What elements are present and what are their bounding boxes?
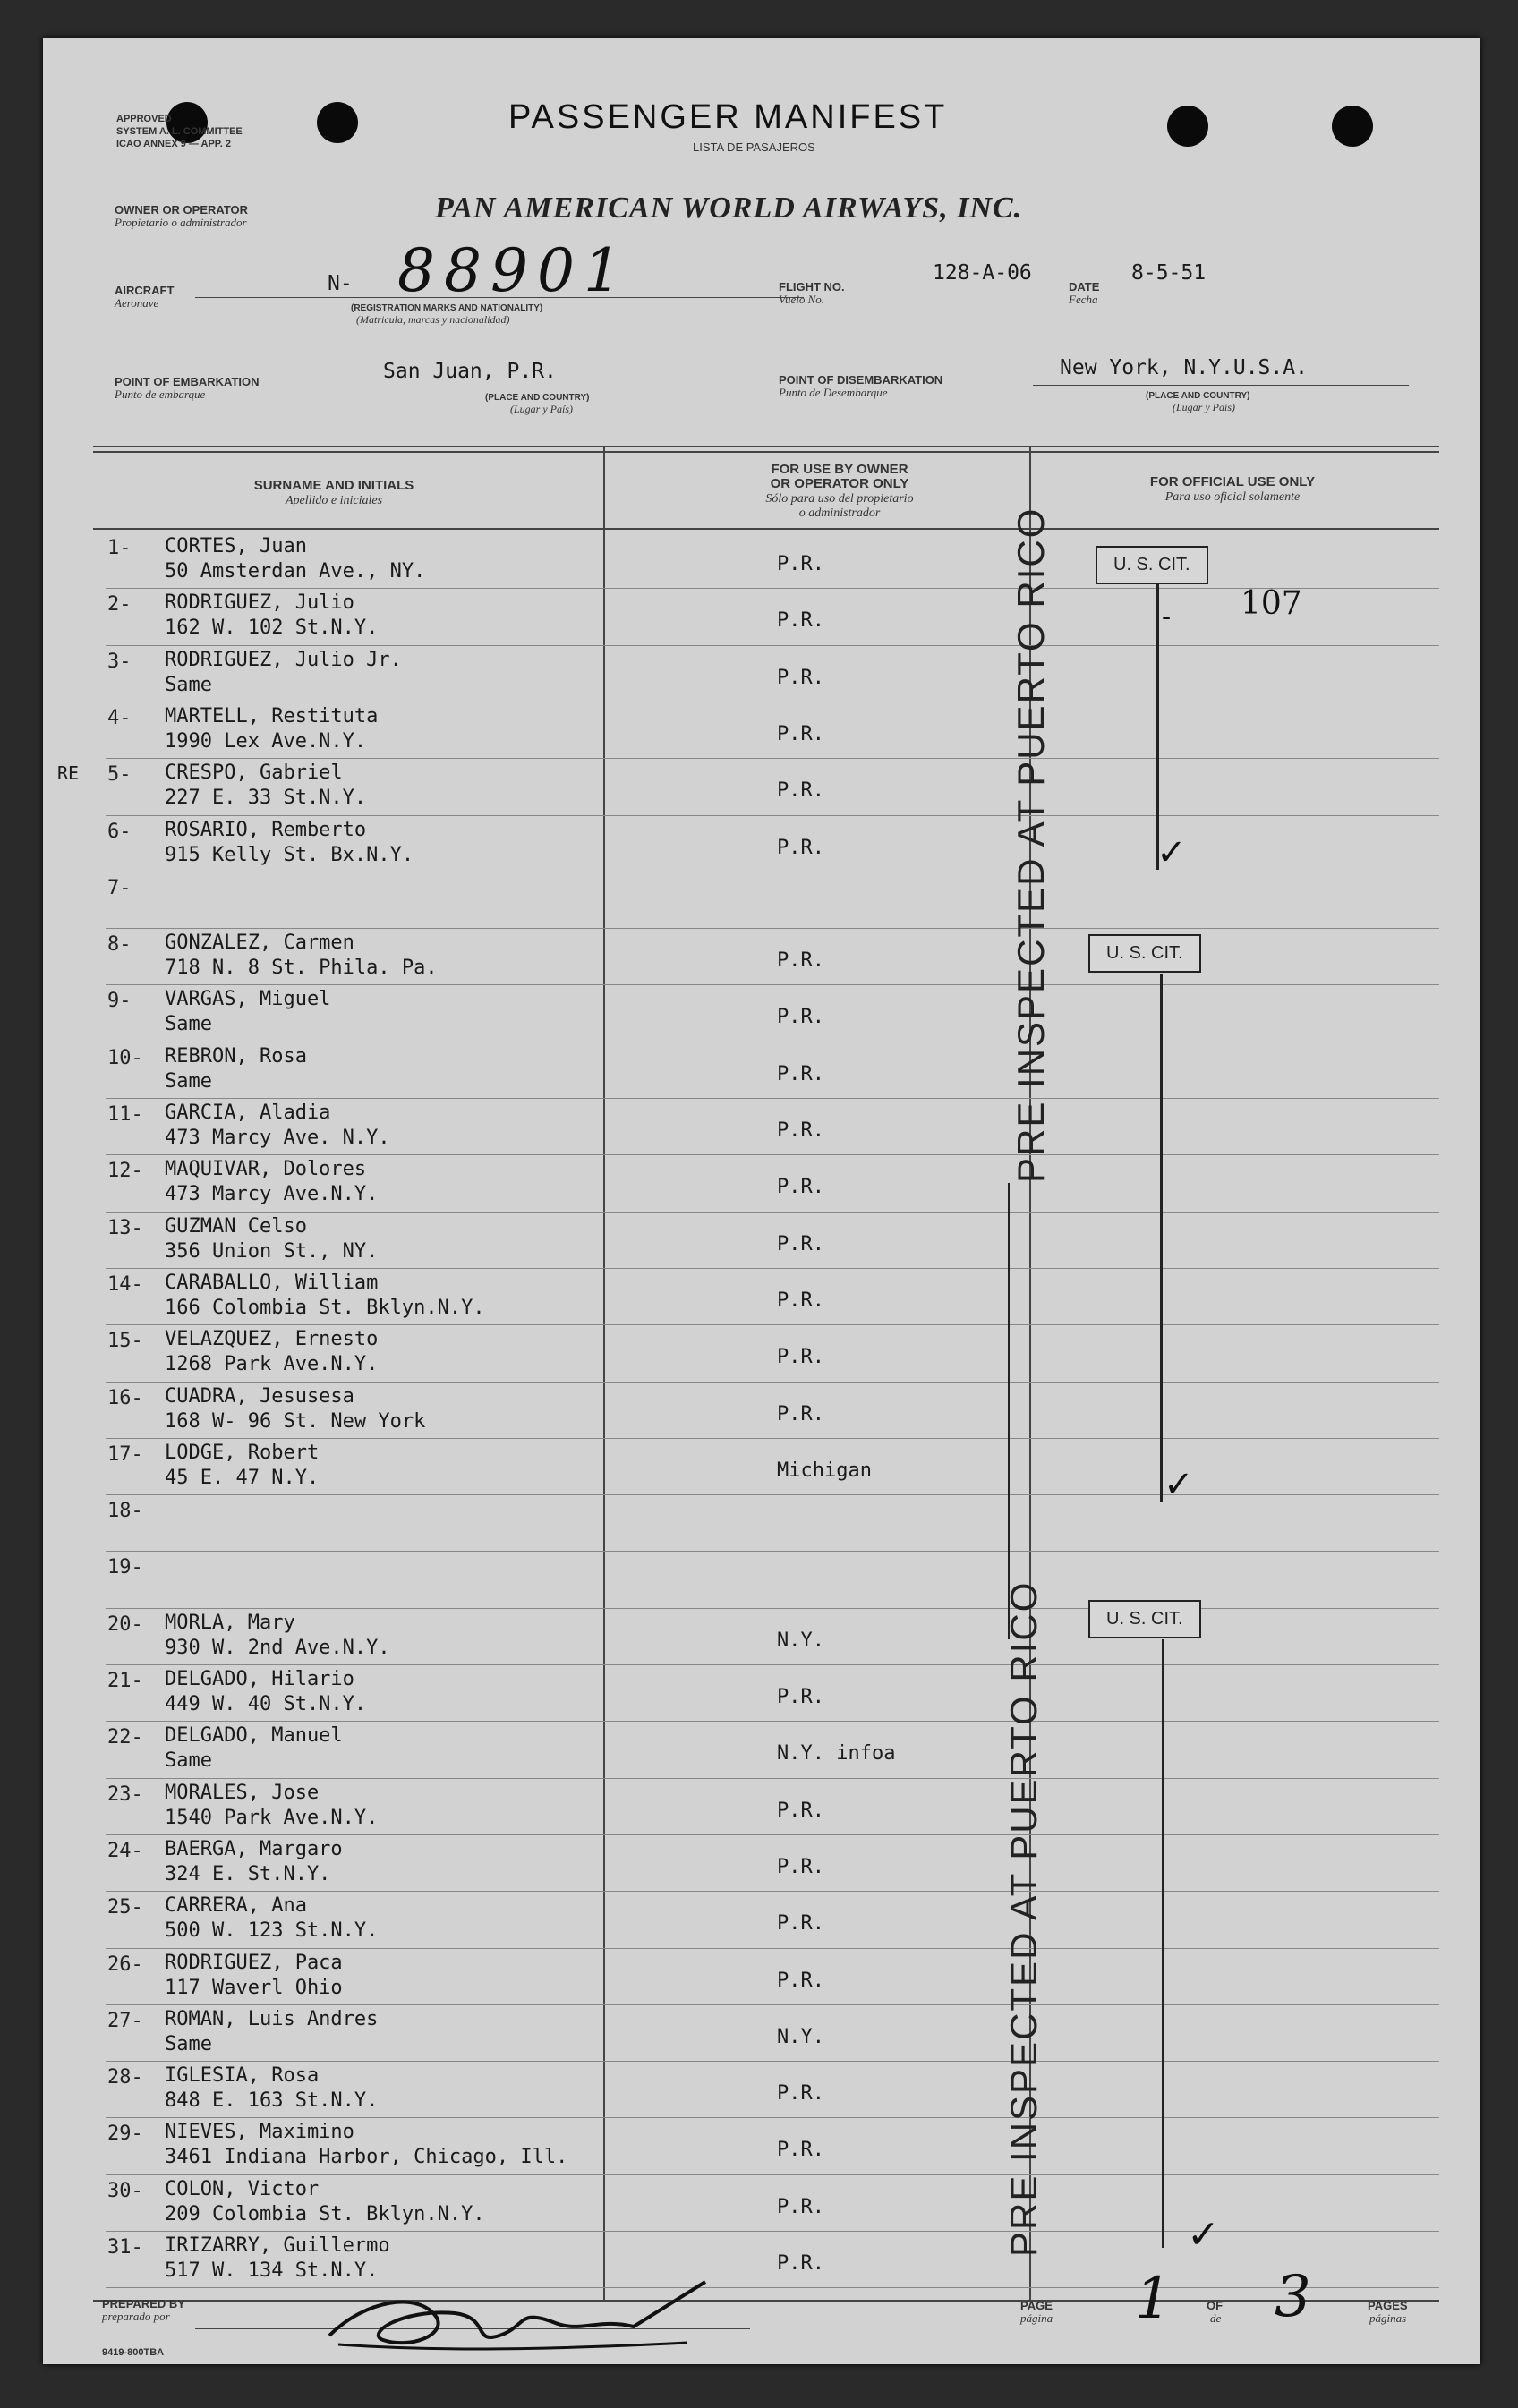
row-divider — [106, 1098, 1439, 1099]
row-number: 4- — [107, 706, 132, 729]
passenger-owner-note: P.R. — [777, 1119, 824, 1142]
passenger-name: NIEVES, Maximino — [165, 2121, 354, 2144]
row-number: 24- — [107, 1839, 143, 1862]
row-number: 7- — [107, 876, 132, 899]
passenger-address: Same — [165, 1069, 212, 1093]
row-number: 20- — [107, 1612, 143, 1636]
passenger-owner-note: P.R. — [777, 1855, 824, 1878]
form-code: 9419-800TBA — [102, 2347, 165, 2358]
passenger-name: ROSARIO, Remberto — [165, 818, 367, 841]
row-divider — [106, 815, 1439, 816]
row-number: 27- — [107, 2009, 143, 2032]
row-number: 12- — [107, 1160, 143, 1183]
passenger-address: 930 W. 2nd Ave.N.Y. — [165, 1636, 390, 1659]
flight-value: 128-A-06 — [933, 261, 1032, 285]
passenger-owner-note: P.R. — [777, 2082, 824, 2106]
passenger-address: 209 Colombia St. Bklyn.N.Y. — [165, 2202, 485, 2225]
date-label-es: Fecha — [1069, 293, 1098, 306]
passenger-name: IRIZARRY, Guillermo — [165, 2234, 390, 2257]
col-surname-header-es: Apellido e iniciales — [285, 494, 383, 507]
aircraft-sub-es: (Matricula, marcas y nacionalidad) — [356, 313, 510, 326]
passenger-address: 718 N. 8 St. Phila. Pa. — [165, 957, 438, 980]
row-divider — [106, 2231, 1439, 2232]
passenger-name: GONZALEZ, Carmen — [165, 932, 354, 955]
flight-label-es: Vuelo No. — [779, 293, 825, 306]
passenger-owner-note: Michigan — [777, 1459, 872, 1482]
passenger-address: 1540 Park Ave.N.Y. — [165, 1806, 379, 1829]
row-divider — [106, 758, 1439, 759]
passenger-name: GARCIA, Aladia — [165, 1102, 331, 1124]
row-number: 31- — [107, 2236, 143, 2259]
passenger-name: CRESPO, Gabriel — [165, 762, 343, 785]
passenger-address: 473 Marcy Ave. N.Y. — [165, 1127, 390, 1149]
row-divider — [106, 984, 1439, 985]
row-number: 18- — [107, 1500, 143, 1523]
row-divider — [106, 1891, 1439, 1892]
embark-place-sub: (PLACE AND COUNTRY) — [485, 393, 590, 403]
of-label-es: de — [1210, 2311, 1222, 2325]
page-label-es: página — [1020, 2311, 1053, 2325]
passenger-name: CUADRA, Jesusesa — [165, 1384, 354, 1408]
passenger-name: CARRERA, Ana — [165, 1894, 307, 1918]
col-owner-header-es-1: Sólo para uso del propietario — [765, 492, 914, 506]
row-divider — [106, 1721, 1439, 1722]
row-divider — [106, 1268, 1439, 1269]
passenger-owner-note: N.Y. — [777, 1629, 824, 1652]
page-label: PAGE — [1020, 2299, 1053, 2312]
pages-label-es: páginas — [1369, 2311, 1407, 2325]
passenger-name: BAERGA, Margaro — [165, 1837, 343, 1860]
passenger-address: 45 E. 47 N.Y. — [165, 1466, 320, 1489]
passenger-name: COLON, Victor — [165, 2177, 320, 2200]
passenger-name: ROMAN, Luis Andres — [165, 2007, 379, 2030]
passenger-name: CORTES, Juan — [165, 535, 307, 557]
passenger-address: Same — [165, 2032, 212, 2055]
col-divider-1 — [603, 447, 605, 2300]
passenger-owner-note: P.R. — [777, 666, 824, 689]
row-number: 16- — [107, 1386, 143, 1409]
col-official-header: FOR OFFICIAL USE ONLY — [1149, 474, 1316, 489]
row-divider — [106, 1438, 1439, 1439]
signature — [311, 2264, 723, 2362]
row-divider — [106, 2287, 1439, 2288]
passenger-owner-note: P.R. — [777, 2252, 824, 2275]
passenger-address: 517 W. 134 St.N.Y. — [165, 2259, 379, 2282]
passenger-address: 473 Marcy Ave.N.Y. — [165, 1183, 379, 1206]
row-number: 30- — [107, 2179, 143, 2202]
passenger-owner-note: P.R. — [777, 1062, 824, 1085]
row-number: 6- — [107, 820, 132, 843]
date-label: DATE — [1069, 280, 1100, 294]
punch-hole — [317, 102, 358, 143]
pre-inspected-line — [1008, 1183, 1010, 1639]
embark-value: San Juan, P.R. — [383, 360, 557, 383]
passenger-owner-note: P.R. — [777, 949, 824, 973]
row-divider — [106, 2174, 1439, 2175]
header-rule-top — [93, 446, 1439, 447]
passenger-address: 227 E. 33 St.N.Y. — [165, 787, 367, 810]
passenger-owner-note: P.R. — [777, 1232, 824, 1255]
row-number: 5- — [107, 763, 132, 787]
row-divider — [106, 2061, 1439, 2062]
passenger-address: Same — [165, 1013, 212, 1036]
punch-hole — [1167, 106, 1208, 147]
aircraft-prefix: N- — [328, 272, 353, 295]
page-title: PASSENGER MANIFEST — [508, 98, 948, 136]
passenger-name: RODRIGUEZ, Julio Jr. — [165, 648, 402, 671]
row-number: 9- — [107, 990, 132, 1013]
approval-line-2: SYSTEM A. L. COMMITTEE — [116, 126, 243, 137]
owner-label-es: Propietario o administrador — [115, 216, 247, 229]
row-divider — [106, 1551, 1439, 1552]
prepared-label: PREPARED BY — [102, 2297, 185, 2310]
col-official-header-es: Para uso oficial solamente — [1164, 490, 1301, 504]
disembark-value: New York, N.Y.U.S.A. — [1060, 356, 1308, 379]
row-divider — [106, 1494, 1439, 1495]
row-divider — [106, 645, 1439, 646]
passenger-owner-note: P.R. — [777, 1176, 824, 1199]
disembark-place-sub: (PLACE AND COUNTRY) — [1146, 391, 1250, 401]
row-number: 25- — [107, 1896, 143, 1919]
passenger-owner-note: P.R. — [777, 553, 824, 575]
passenger-owner-note: P.R. — [777, 836, 824, 859]
row-divider — [106, 1608, 1439, 1609]
row-divider — [106, 1664, 1439, 1665]
row-divider — [106, 2117, 1439, 2118]
passenger-owner-note: N.Y. — [777, 2025, 824, 2048]
row-divider — [106, 588, 1439, 589]
passenger-owner-note: N.Y. infoa — [777, 1742, 896, 1766]
row-number: 23- — [107, 1783, 143, 1806]
approval-line-3: ICAO ANNEX 9 — APP. 2 — [116, 139, 231, 149]
passenger-owner-note: P.R. — [777, 1686, 824, 1708]
passenger-address: 324 E. St.N.Y. — [165, 1862, 331, 1885]
row-number: 2- — [107, 593, 132, 617]
passenger-address: 1990 Lex Ave.N.Y. — [165, 729, 367, 753]
us-cit-line — [1162, 1639, 1164, 2248]
embark-place-sub-es: (Lugar y País) — [510, 403, 573, 415]
us-cit-stamp: U. S. CIT. — [1088, 1600, 1201, 1638]
pages-label: PAGES — [1368, 2299, 1408, 2312]
row-number: 21- — [107, 1670, 143, 1692]
row-divider — [106, 1948, 1439, 1949]
pre-inspected-stamp: PRE INSPECTED AT PUERTO RICO — [1010, 506, 1052, 1183]
passenger-address: 1268 Park Ave.N.Y. — [165, 1353, 379, 1376]
flight-label: FLIGHT NO. — [779, 280, 845, 294]
passenger-count: 107 — [1241, 585, 1302, 622]
row-divider — [106, 1834, 1439, 1835]
row-divider — [106, 1382, 1439, 1383]
passenger-address: 915 Kelly St. Bx.N.Y. — [165, 843, 414, 866]
margin-mark: RE — [57, 762, 80, 784]
date-value: 8-5-51 — [1131, 261, 1207, 285]
of-label: OF — [1207, 2299, 1224, 2312]
passenger-name: DELGADO, Hilario — [165, 1668, 354, 1690]
header-bottom-rule — [93, 528, 1439, 530]
prepared-label-es: preparado por — [102, 2310, 170, 2323]
passenger-owner-note: P.R. — [777, 722, 824, 745]
passenger-name: REBRON, Rosa — [165, 1044, 307, 1068]
row-number: 26- — [107, 1953, 143, 1976]
pages-total: 3 — [1275, 2264, 1311, 2330]
row-number: 15- — [107, 1330, 143, 1353]
passenger-owner-note: P.R. — [777, 779, 824, 803]
passenger-owner-note: P.R. — [777, 1289, 824, 1312]
passenger-owner-note: P.R. — [777, 1006, 824, 1029]
passenger-address: 162 W. 102 St.N.Y. — [165, 617, 379, 640]
owner-value: PAN AMERICAN WORLD AIRWAYS, INC. — [435, 191, 1023, 225]
passenger-name: MORLA, Mary — [165, 1611, 295, 1634]
disembark-label-es: Punto de Desembarque — [779, 386, 888, 399]
col-owner-header-2: OR OPERATOR ONLY — [770, 476, 909, 491]
passenger-address: 500 W. 123 St.N.Y. — [165, 1919, 379, 1943]
passenger-address: 117 Waverl Ohio — [165, 1976, 343, 1999]
aircraft-value: 88901 — [397, 236, 630, 305]
passenger-name: DELGADO, Manuel — [165, 1724, 343, 1748]
passenger-address: 168 W- 96 St. New York — [165, 1409, 426, 1433]
passenger-owner-note: P.R. — [777, 1799, 824, 1822]
passenger-address: Same — [165, 673, 212, 696]
passenger-address: Same — [165, 1749, 212, 1773]
us-cit-line — [1156, 583, 1159, 870]
row-divider — [106, 2004, 1439, 2005]
row-divider — [106, 1154, 1439, 1155]
passenger-owner-note: P.R. — [777, 1912, 824, 1936]
row-number: 11- — [107, 1103, 143, 1126]
check-mark: ✓ — [1156, 832, 1187, 873]
embark-label-es: Punto de embarque — [115, 387, 206, 401]
passenger-name: VARGAS, Miguel — [165, 988, 331, 1011]
row-divider — [106, 928, 1439, 929]
header-rule-bottom — [93, 451, 1439, 453]
pre-inspected-stamp: PRE INSPECTED AT PUERTO RICO — [1002, 1580, 1045, 2257]
row-divider — [106, 1778, 1439, 1779]
us-cit-stamp: U. S. CIT. — [1088, 934, 1201, 973]
row-divider — [106, 1212, 1439, 1213]
row-number: 14- — [107, 1272, 143, 1296]
col-owner-header-1: FOR USE BY OWNER — [771, 462, 908, 477]
passenger-address: 3461 Indiana Harbor, Chicago, Ill. — [165, 2146, 568, 2169]
passenger-name: GUZMAN Celso — [165, 1214, 307, 1238]
passenger-address: 848 E. 163 St.N.Y. — [165, 2089, 379, 2113]
col-surname-header: SURNAME AND INITIALS — [253, 478, 414, 493]
passenger-name: MAQUIVAR, Dolores — [165, 1158, 367, 1181]
passenger-name: CARABALLO, William — [165, 1271, 379, 1294]
aircraft-label: AIRCRAFT — [115, 284, 175, 297]
passenger-owner-note: P.R. — [777, 2195, 824, 2218]
check-mark: ✓ — [1164, 1464, 1194, 1505]
passenger-owner-note: P.R. — [777, 609, 824, 633]
passenger-name: RODRIGUEZ, Paca — [165, 1951, 343, 1974]
passenger-address: 449 W. 40 St.N.Y. — [165, 1693, 367, 1715]
passenger-owner-note: P.R. — [777, 1402, 824, 1425]
row-number: 3- — [107, 650, 132, 673]
row-number: 10- — [107, 1046, 143, 1069]
passenger-address: 356 Union St., NY. — [165, 1239, 379, 1263]
page-number: 1 — [1135, 2266, 1172, 2332]
passenger-address: 50 Amsterdan Ave., NY. — [165, 560, 426, 583]
punch-hole — [1332, 106, 1373, 147]
disembark-label: POINT OF DISEMBARKATION — [779, 373, 943, 387]
count-dash: - — [1162, 601, 1172, 633]
passenger-owner-note: P.R. — [777, 1346, 824, 1369]
row-divider — [106, 1324, 1439, 1325]
row-number: 8- — [107, 933, 132, 957]
passenger-name: VELAZQUEZ, Ernesto — [165, 1328, 379, 1351]
row-number: 13- — [107, 1216, 143, 1239]
table-bottom-rule — [93, 2300, 1439, 2302]
us-cit-stamp: U. S. CIT. — [1096, 546, 1208, 584]
row-number: 17- — [107, 1442, 143, 1466]
check-mark: ✓ — [1187, 2212, 1220, 2258]
approval-line-1: APPROVED — [116, 114, 172, 124]
passenger-address: 166 Colombia St. Bklyn.N.Y. — [165, 1296, 485, 1319]
passenger-name: LODGE, Robert — [165, 1441, 320, 1464]
passenger-name: RODRIGUEZ, Julio — [165, 591, 354, 615]
row-number: 28- — [107, 2066, 143, 2089]
us-cit-line — [1160, 974, 1163, 1502]
aircraft-sub: (REGISTRATION MARKS AND NATIONALITY) — [351, 303, 543, 313]
embark-label: POINT OF EMBARKATION — [115, 375, 260, 388]
page-title-es: LISTA DE PASAJEROS — [693, 140, 815, 154]
passenger-name: MARTELL, Restituta — [165, 704, 379, 728]
owner-label: OWNER OR OPERATOR — [115, 203, 249, 217]
passenger-owner-note: P.R. — [777, 1969, 824, 1992]
manifest-sheet — [43, 38, 1480, 2364]
aircraft-label-es: Aeronave — [115, 296, 159, 310]
disembark-place-sub-es: (Lugar y País) — [1173, 401, 1235, 413]
passenger-name: IGLESIA, Rosa — [165, 2064, 320, 2088]
passenger-owner-note: P.R. — [777, 2139, 824, 2162]
row-number: 1- — [107, 537, 132, 559]
row-number: 29- — [107, 2123, 143, 2146]
col-owner-header-es-2: o administrador — [798, 506, 881, 520]
passenger-name: MORALES, Jose — [165, 1781, 320, 1804]
disembark-underline — [1033, 385, 1409, 386]
row-number: 19- — [107, 1556, 143, 1579]
row-number: 22- — [107, 1726, 143, 1749]
